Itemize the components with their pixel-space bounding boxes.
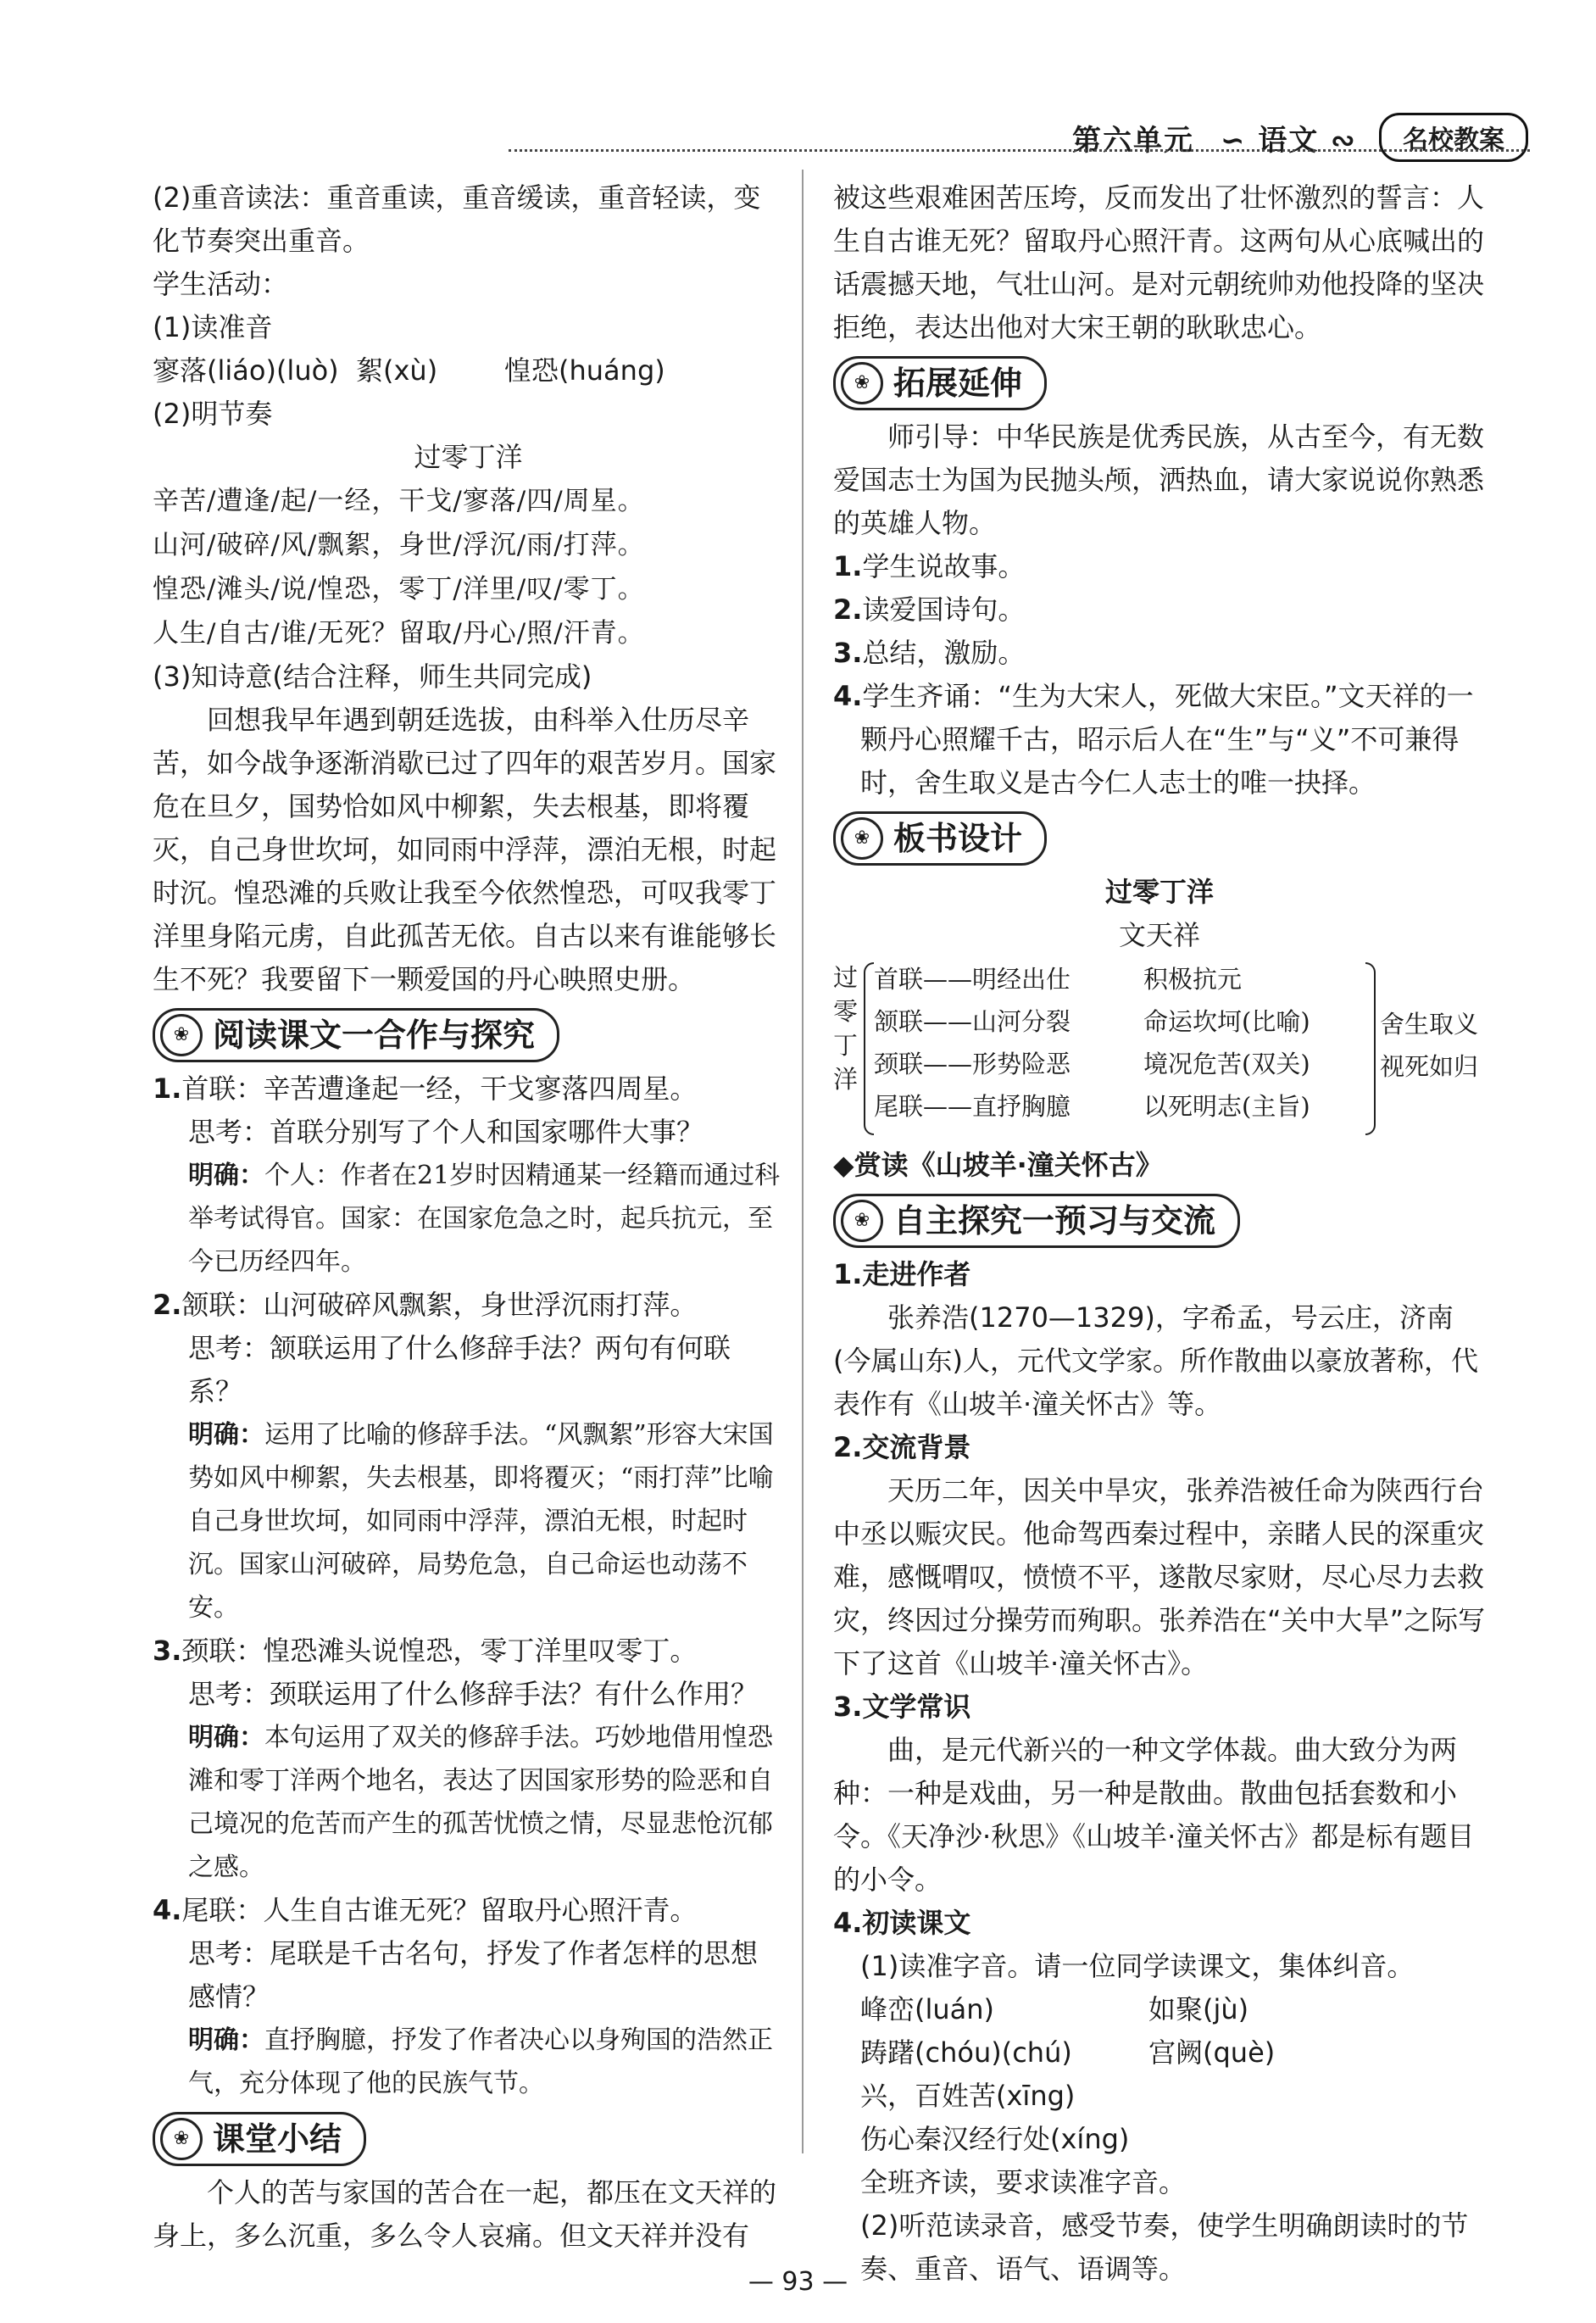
first-reading-step: (2)听范读录音，感受节奏，使学生明确朗读时的节奏、重音、语气、语调等。	[860, 2209, 1469, 2285]
answer-label: 明确：	[188, 1723, 264, 1752]
section-title	[833, 356, 1047, 410]
appreciate-heading: ◆赏读《山坡羊·潼关怀古》	[833, 1149, 1163, 1181]
header-logo: 名校教案	[1379, 113, 1528, 162]
answer-label: 明确：	[188, 2025, 264, 2055]
left-brace	[864, 962, 874, 1135]
column-separator	[802, 170, 804, 2153]
subsection-title: 2.交流背景	[833, 1431, 971, 1463]
first-reading	[833, 1945, 1486, 2204]
background-text: 天历二年，因关中旱灾，张养浩被任命为陕西行台中丞以赈灾民。他命驾西秦过程中，亲睹人民的深重灾难，感慨喟叹，愤愤不平，遂散尽家财，尽心尽力去救灾，终因过分操劳而殉职。张养浩在“关中大旱”之际写下了这首《山坡羊·潼关怀古》。	[833, 1474, 1486, 1680]
poem-line: 辛苦/遭逢/起/一经，干戈/寥落/四/周星。	[153, 486, 645, 516]
answer-text: 个人：作者在21岁时因精通某一经籍而通过科举考试得官。国家：在国家危急之时，起兵抗元，至今已历经四年。	[188, 1161, 781, 1277]
section-title	[833, 811, 1047, 866]
pinyin-item: 兴，百姓苦(xīng)	[860, 2080, 1076, 2112]
read-pronunciation: (1)读准音	[153, 311, 273, 343]
item-think: 思考：首联分别写了个人和国家哪件大事？	[188, 1116, 704, 1148]
board-row	[874, 1047, 1310, 1081]
pinyin-item: 踌躇(chóu)(chú)	[860, 2036, 1072, 2069]
extension-item: 总结，激励。	[862, 637, 1026, 669]
board-row	[874, 1005, 1310, 1039]
summary-continued: 被这些艰难困苦压垮，反而发出了壮怀激烈的誓言：人生自古谁无死？留取丹心照汗青。这两句从心底喊出的话震撼天地，气壮山河。是对元朝统帅劝他投降的坚决拒绝，表达出他对大宋王朝的耿耿忠心。	[833, 181, 1485, 343]
section-title	[153, 1008, 559, 1062]
poem-meaning: 回想我早年遇到朝廷选拔，由科举入仕历尽辛苦，如今战争逐渐消歇已过了四年的艰苦岁月。国家危在旦夕，国势恰如风中柳絮，失去根基，即将覆灭，自己身世坎坷，如同雨中浮萍，漂泊无根，时起时沉。惶恐滩的兵败让我至今依然惶恐，可叹我零丁洋里身陷元虏，自此孤苦无依。自古以来有谁能够长生不死？我要留下一颗爱国的丹心映照史册。	[153, 704, 777, 995]
item-number: 1.	[153, 1072, 182, 1105]
left-column	[153, 176, 784, 2258]
board-row	[874, 962, 1242, 996]
board-row-left: 尾联——直抒胸臆	[874, 1092, 1071, 1121]
pinyin-row	[860, 1988, 1486, 2031]
item-number: 4.	[833, 680, 863, 712]
section-title	[153, 2112, 366, 2166]
board-title: 过零丁洋	[1104, 876, 1214, 908]
section-title-text: 拓展延伸	[893, 364, 1023, 402]
reading-method: (2)重音读法：重音重读，重音缓读，重音轻读，变化节奏突出重音。	[153, 181, 761, 257]
item-answer	[153, 1413, 784, 1629]
board-row-left: 颈联——形势险恶	[874, 1050, 1071, 1078]
board-row-right: 命运坎坷(比喻)	[1143, 1007, 1310, 1036]
item-think: 思考：颈联运用了什么修辞手法？有什么作用？	[188, 1678, 759, 1710]
poem-line: 人生/自古/谁/无死？留取/丹心/照/汗青。	[153, 618, 645, 649]
rhythm-heading: (2)明节奏	[153, 398, 273, 430]
right-brace	[1365, 962, 1376, 1135]
board-author: 文天祥	[1118, 919, 1200, 951]
section-title	[833, 1194, 1240, 1248]
answer-label: 明确：	[188, 1161, 264, 1190]
pinyin-item: 如聚(jù)	[1148, 1993, 1249, 2025]
item-head: 尾联：人生自古谁无死？留取丹心照汗青。	[181, 1894, 698, 1926]
item-head: 颈联：惶恐滩头说惶恐，零丁洋里叹零丁。	[181, 1635, 698, 1667]
board-row	[874, 1089, 1310, 1123]
poem-body	[153, 479, 784, 655]
item-number: 2.	[833, 593, 863, 626]
book-icon: ❀	[160, 1014, 203, 1056]
poem-line: 山河/破碎/风/飘絮，身世/浮沉/雨/打萍。	[153, 530, 645, 560]
header-divider	[509, 149, 1530, 152]
section-title-text: 板书设计	[893, 819, 1023, 857]
board-row-left: 颔联——山河分裂	[874, 1007, 1071, 1036]
board-diagram	[833, 957, 1486, 1144]
pinyin-item: 絮(xù)	[356, 354, 438, 387]
section-title-text: 阅读课文一合作与探究	[213, 1016, 536, 1054]
literary-knowledge: 曲，是元代新兴的一种文学体裁。曲大致分为两种：一种是戏曲，另一种是散曲。散曲包括套数和小令。《天净沙·秋思》《山坡羊·潼关怀古》都是标有题目的小令。	[833, 1734, 1475, 1896]
extension-item: 学生齐诵：“生为大宋人，死做大宋臣。”文天祥的一颗丹心照耀千古，昭示后人在“生”与“义”不可兼得时，舍生取义是古今仁人志士的唯一抉择。	[860, 680, 1474, 799]
subsection-title: 3.文学常识	[833, 1691, 971, 1723]
answer-text: 运用了比喻的修辞手法。“风飘絮”形容大宋国势如风中柳絮，失去根基，即将覆灭；“雨打萍”比喻自己身世坎坷，如同雨中浮萍，漂泊无根，时起时沉。国家山河破碎，局势危急，自己命运也动荡不安。	[188, 1420, 774, 1623]
student-activity: 学生活动：	[153, 268, 289, 300]
book-icon: ❀	[841, 817, 883, 860]
book-icon: ❀	[841, 362, 883, 404]
pinyin-item: 峰峦(luán)	[860, 1993, 995, 2025]
item-number: 3.	[833, 637, 863, 669]
analysis-item	[153, 1067, 784, 1284]
item-answer	[153, 1154, 784, 1284]
pinyin-row	[153, 349, 784, 393]
header-unit: 第六单元	[1072, 124, 1194, 158]
summary-text: 个人的苦与家国的苦合在一起，都压在文天祥的身上，多么沉重，多么令人哀痛。但文天祥并没有	[153, 2176, 777, 2252]
answer-text: 直抒胸臆，抒发了作者决心以身殉国的浩然正气，充分体现了他的民族气节。	[188, 2025, 773, 2098]
item-answer	[153, 1716, 784, 1889]
extension-item: 读爱国诗句。	[862, 593, 1026, 626]
swirl-icon: ∽	[1221, 124, 1259, 158]
board-conclusion: 舍生取义	[1380, 1010, 1479, 1039]
section-title-text: 课堂小结	[213, 2120, 342, 2158]
extension-intro: 师引导：中华民族是优秀民族，从古至今，有无数爱国志士为国为民抛头颅，洒热血，请大家说说你熟悉的英雄人物。	[833, 421, 1485, 539]
board-row-right: 境况危苦(双关)	[1143, 1050, 1310, 1078]
right-column	[833, 176, 1486, 2291]
item-think: 思考：尾联是千古名句，抒发了作者怎样的思想感情？	[188, 1937, 759, 2013]
section-title-text: 自主探究一预习与交流	[893, 1201, 1216, 1239]
subsection-title: 1.走进作者	[833, 1258, 971, 1290]
pinyin-item: 寥落(liáo)(luò)	[153, 354, 339, 387]
meaning-heading: (3)知诗意(结合注释，师生共同完成)	[153, 660, 592, 693]
board-conclusion: 视死如归	[1380, 1052, 1479, 1081]
pinyin-item: 伤心秦汉经行处(xíng)	[860, 2123, 1130, 2155]
pinyin-item: 宫阙(què)	[1148, 2036, 1276, 2069]
header-subject-text: 语文	[1258, 124, 1320, 158]
pinyin-item: 惶恐(huáng)	[504, 354, 665, 387]
swirl-icon-right: ∾	[1319, 124, 1357, 158]
poem-line: 惶恐/滩头/说/惶恐，零丁/洋里/叹/零丁。	[153, 574, 645, 604]
item-number: 4.	[153, 1894, 182, 1926]
book-icon: ❀	[160, 2118, 203, 2160]
extension-item: 学生说故事。	[862, 550, 1026, 582]
board-row-left: 首联——明经出仕	[874, 965, 1071, 994]
board-side-label: 过零丁洋	[833, 963, 859, 1094]
board-row-right: 积极抗元	[1143, 965, 1243, 994]
first-reading-step: (1)读准字音。请一位同学读课文，集体纠音。	[860, 1950, 1415, 1982]
item-number: 3.	[153, 1635, 182, 1667]
item-think: 思考：颔联运用了什么修辞手法？两句有何联系？	[188, 1332, 731, 1407]
item-answer	[153, 2019, 784, 2105]
page-number: — 93 —	[748, 2267, 848, 2297]
subsection-title: 4.初读课文	[833, 1907, 971, 1939]
analysis-item	[153, 1889, 784, 2105]
answer-text: 本句运用了双关的修辞手法。巧妙地借用惶恐滩和零丁洋两个地名，表达了因国家形势的险恶和自己境况的危苦而产生的孤苦忧愤之情，尽显悲怆沉郁之感。	[188, 1723, 773, 1882]
item-number: 2.	[153, 1289, 182, 1321]
board-row-right: 以死明志(主旨)	[1143, 1092, 1310, 1121]
author-intro: 张养浩(1270—1329)，字希孟，号云庄，济南(今属山东)人，元代文学家。所作散曲以豪放著称，代表作有《山坡羊·潼关怀古》等。	[833, 1301, 1478, 1420]
header-subject	[1221, 117, 1357, 159]
analysis-item	[153, 1284, 784, 1629]
pinyin-row	[860, 2031, 1486, 2075]
item-head: 颔联：山河破碎风飘絮，身世浮沉雨打萍。	[181, 1289, 698, 1321]
item-number: 1.	[833, 550, 863, 582]
analysis-item	[153, 1629, 784, 1889]
first-reading-step: 全班齐读，要求读准字音。	[860, 2166, 1187, 2198]
book-icon: ❀	[841, 1200, 883, 1242]
item-head: 首联：辛苦遭逢起一经，干戈寥落四周星。	[181, 1072, 698, 1105]
poem-title: 过零丁洋	[414, 441, 523, 473]
answer-label: 明确：	[188, 1420, 264, 1450]
